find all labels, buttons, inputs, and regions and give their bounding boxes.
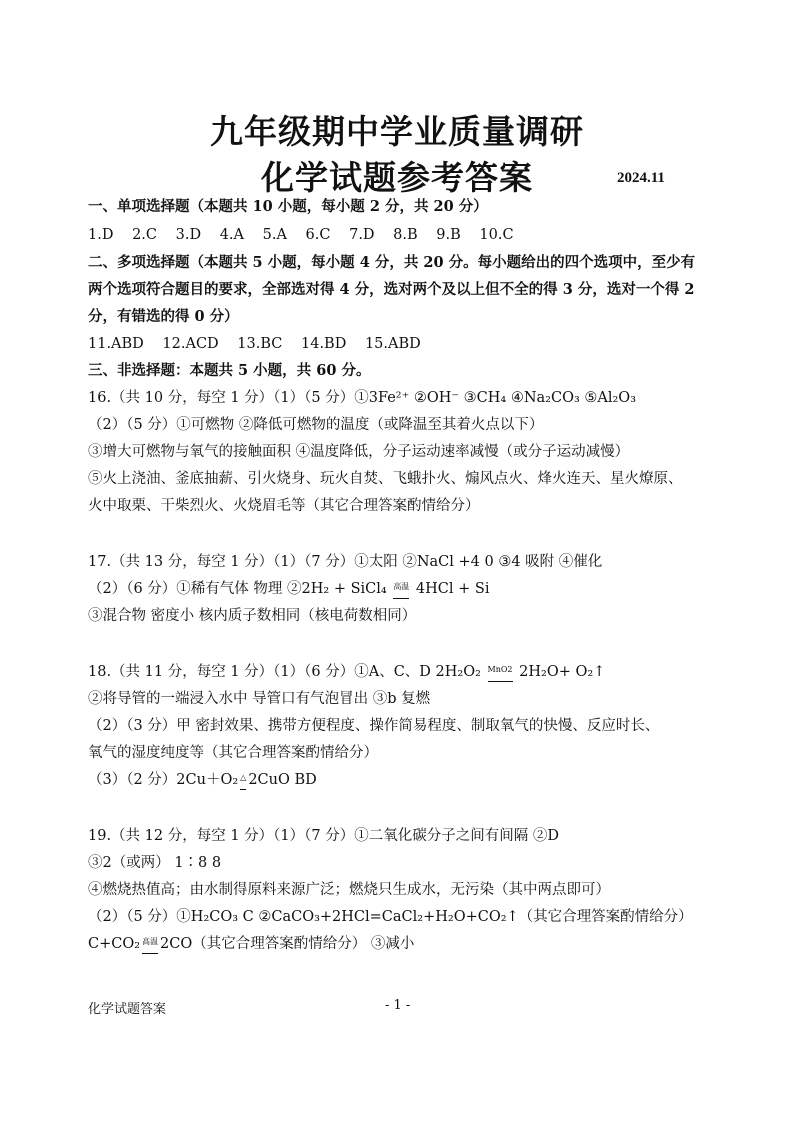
answer-11: 11.ABD bbox=[88, 336, 144, 352]
q17-line2-products: 4HCl + Si bbox=[415, 581, 490, 597]
section2-answers bbox=[88, 334, 421, 354]
page-subtitle: 化学试题参考答案 bbox=[261, 158, 533, 197]
answer-6: 6.C bbox=[305, 227, 331, 243]
answer-9: 9.B bbox=[436, 227, 461, 243]
q18-line5 bbox=[88, 770, 317, 790]
answer-8: 8.B bbox=[393, 227, 418, 243]
section3-heading: 三、非选择题：本题共 5 小题，共 60 分。 bbox=[88, 362, 371, 379]
q18-line3: （2）（3 分）甲 密封效果、携带方便程度、操作简易程度、制取氧气的快慢、反应时长、 bbox=[88, 718, 660, 734]
q17-line3: ③混合物 密度小 核内质子数相同（核电荷数相同） bbox=[88, 608, 417, 624]
answer-14: 14.BD bbox=[301, 336, 347, 352]
answer-7: 7.D bbox=[349, 227, 375, 243]
q19-line2: ③2（或两） 1∶8 8 bbox=[88, 855, 222, 871]
q17-line2-text: （2）（6 分）①稀有气体 物理 ②2H₂ + SiCl₄ bbox=[88, 581, 387, 597]
q17-line1: 17.（共 13 分，每空 1 分）（1）（7 分）①太阳 ②NaCl +4 0 ③4 吸附 ④催化 bbox=[88, 554, 603, 570]
footer-label: 化学试题答案 bbox=[88, 1002, 167, 1017]
answer-5: 5.A bbox=[262, 227, 287, 243]
reaction-condition-label: MnO2 bbox=[488, 660, 513, 680]
q18-line1-text: 18.（共 11 分，每空 1 分）（1）（6 分）①A、C、D 2H₂O₂ bbox=[88, 664, 481, 680]
q18-line1 bbox=[88, 662, 605, 682]
q17-line2 bbox=[88, 579, 489, 599]
q18-line2: ②将导管的一端浸入水中 导管口有气泡冒出 ③b 复燃 bbox=[88, 691, 431, 707]
answer-1: 1.D bbox=[88, 227, 114, 243]
q18-line1-products: 2H₂O+ O₂↑ bbox=[519, 664, 606, 680]
q19-line5-products: 2CO（其它合理答案酌情给分） ③减小 bbox=[160, 936, 415, 952]
section2-heading-line3: 分，有错选的得 0 分） bbox=[88, 308, 239, 325]
q19-line1: 19.（共 12 分，每空 1 分）（1）（7 分）①二氧化碳分子之间有间隔 ②D bbox=[88, 828, 559, 844]
q18-line5-text: （3）（2 分）2Cu＋O₂ bbox=[88, 772, 239, 788]
q19-line5 bbox=[88, 934, 414, 954]
q16-line4: ⑤火上浇油、釜底抽薪、引火烧身、玩火自焚、飞蛾扑火、煽风点火、烽火连天、星火燎原、 bbox=[88, 471, 683, 487]
section2-heading-line2: 两个选项符合题目的要求，全部选对得 4 分，选对两个及以上但不全的得 3 分，选对一个得 2 bbox=[88, 281, 695, 298]
section1-answers bbox=[88, 225, 514, 245]
answer-2: 2.C bbox=[132, 227, 158, 243]
section2-heading-line1: 二、多项选择题（本题共 5 小题，每小题 4 分，共 20 分。每小题给出的四个选项中，至少有 bbox=[88, 254, 696, 271]
answer-10: 10.C bbox=[479, 227, 514, 243]
page-title: 九年级期中学业质量调研 bbox=[210, 112, 584, 151]
q19-line5-text: C+CO₂ bbox=[88, 936, 141, 952]
answer-15: 15.ABD bbox=[364, 336, 421, 352]
q16-line2: （2）（5 分）①可燃物 ②降低可燃物的温度（或降温至其着火点以下） bbox=[88, 417, 544, 433]
section1-heading: 一、单项选择题（本题共 10 小题，每小题 2 分，共 20 分） bbox=[88, 198, 488, 215]
q18-line4: 氧气的湿度纯度等（其它合理答案酌情给分） bbox=[88, 745, 378, 761]
q16-line5: 火中取栗、干柴烈火、火烧眉毛等（其它合理答案酌情给分） bbox=[88, 498, 480, 514]
answer-3: 3.D bbox=[175, 227, 202, 243]
reaction-condition-label: 高温 bbox=[142, 932, 158, 952]
q18-line5-products: 2CuO BD bbox=[248, 772, 317, 788]
answer-12: 12.ACD bbox=[162, 336, 219, 352]
answer-4: 4.A bbox=[219, 227, 245, 243]
q19-line4: （2）（5 分）①H₂CO₃ C ②CaCO₃+2HCl=CaCl₂+H₂O+CO₂↑（其它合理答案酌情给分） bbox=[88, 909, 693, 925]
reaction-condition-label: 高温 bbox=[393, 577, 409, 597]
answer-13: 13.BC bbox=[237, 336, 283, 352]
heat-condition-label: △ bbox=[240, 768, 246, 788]
q19-line3: ④燃烧热值高；由水制得原料来源广泛；燃烧只生成水，无污染（其中两点即可） bbox=[88, 882, 610, 898]
q16-line3: ③增大可燃物与氧气的接触面积 ④温度降低，分子运动速率减慢（或分子运动减慢） bbox=[88, 444, 630, 460]
page-number: - 1 - bbox=[385, 998, 411, 1013]
q16-line1: 16.（共 10 分，每空 1 分）（1）（5 分）①3Fe²⁺ ②OH⁻ ③CH₄ ④Na₂CO₃ ⑤Al₂O₃ bbox=[88, 390, 637, 406]
date-label: 2024.11 bbox=[617, 170, 665, 186]
